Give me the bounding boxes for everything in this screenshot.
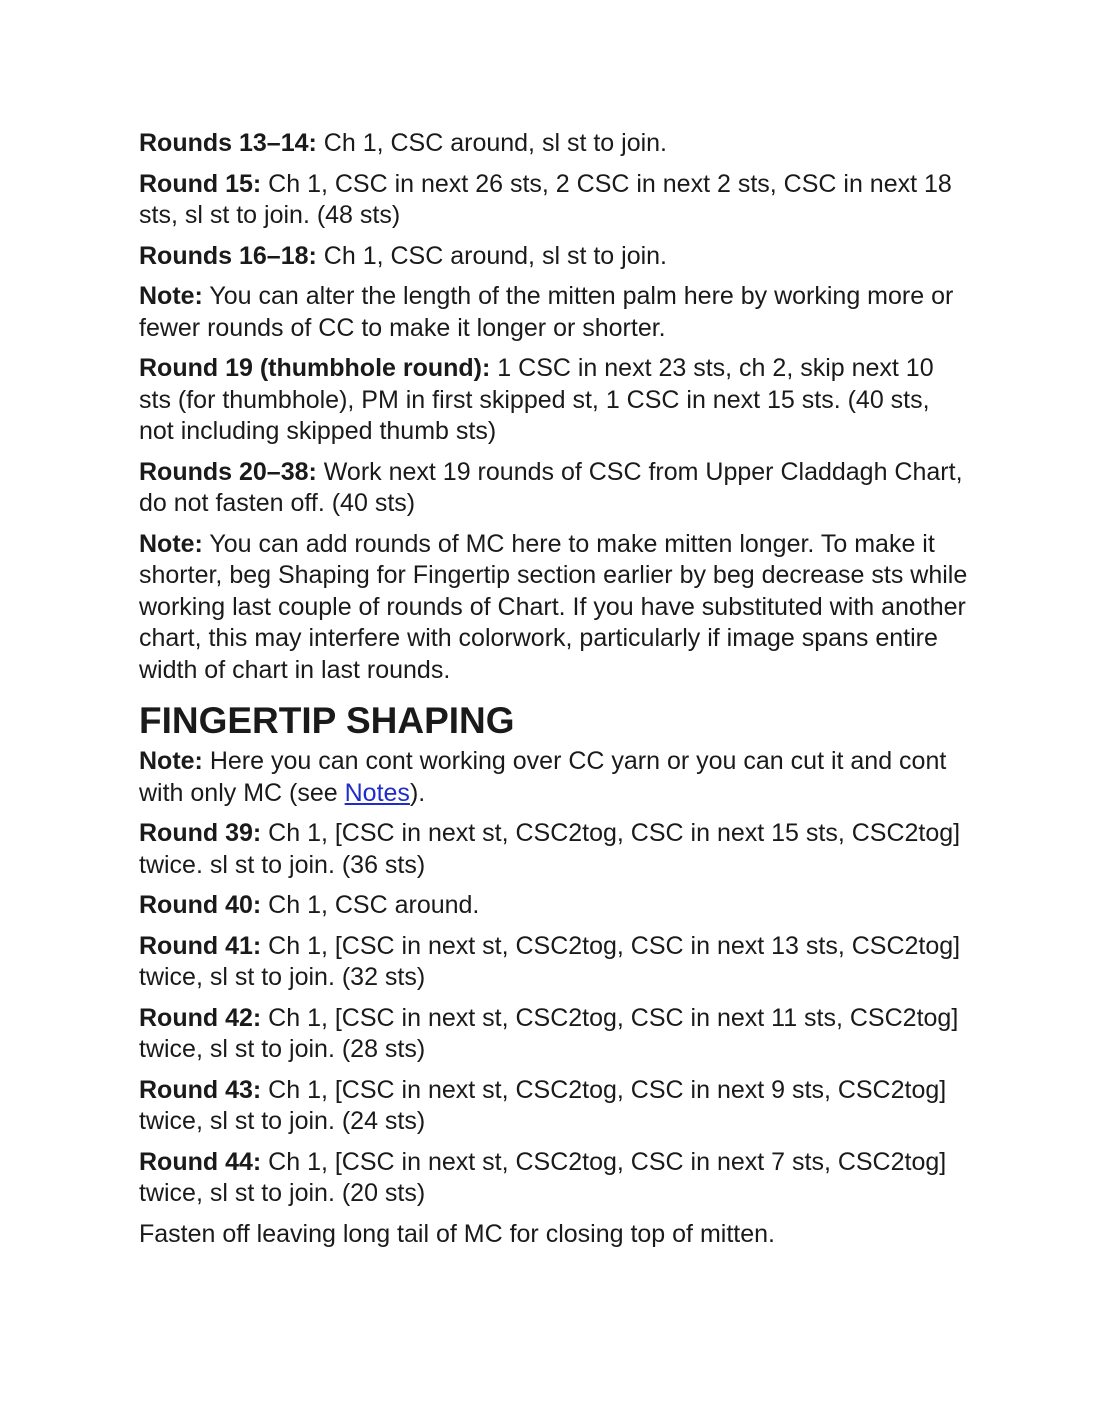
note-text-end: ).	[409, 778, 426, 807]
instruction-label: Rounds 20–38:	[139, 457, 317, 486]
document-page	[139, 128, 969, 1259]
closing-instruction: Fasten off leaving long tail of MC for closing top of mitten.	[139, 1219, 775, 1248]
instruction-label: Round 19 (thumbhole round):	[139, 354, 491, 382]
instruction-text: Ch 1, CSC around.	[261, 891, 480, 919]
instruction-label: Rounds 13–14:	[139, 129, 317, 157]
instruction-text: Ch 1, CSC around, sl st to join.	[316, 241, 668, 270]
instruction-text: Ch 1, CSC in next 26 sts, 2 CSC in next 2 sts, CSC in next 18 sts, sl st to join. (48 sts)	[139, 169, 952, 229]
instruction-label: Round 42:	[139, 1003, 262, 1032]
instruction-round-19	[139, 353, 969, 448]
note-mitten-length	[139, 529, 969, 687]
instruction-text: Work next 19 rounds of CSC from Upper Claddagh Chart, do not fasten off. (40 sts)	[139, 457, 963, 517]
instruction-round-15	[139, 169, 969, 232]
instruction-label: Rounds 16–18:	[139, 241, 317, 270]
section-heading: FINGERTIP SHAPING	[139, 700, 515, 741]
instruction-rounds-13-14	[139, 128, 969, 160]
note-fingertip-yarn	[139, 746, 969, 809]
instruction-text: Ch 1, [CSC in next st, CSC2tog, CSC in next 15 sts, CSC2tog] twice. sl st to join. (36 sts)	[139, 819, 961, 879]
instruction-label: Round 44:	[139, 1147, 262, 1176]
instruction-round-39	[139, 818, 969, 881]
instruction-round-41	[139, 931, 969, 994]
note-text: You can add rounds of MC here to make mitten longer. To make it shorter, beg Shaping for Fingertip section earlier by beg decrease sts while working last couple of rounds of Chart. If you have substituted with another chart, this may interfere with colorwork, particularly if image spans entire width of chart in last rounds.	[139, 529, 968, 684]
instruction-round-42	[139, 1003, 969, 1066]
note-label: Note:	[139, 529, 203, 558]
instruction-round-43	[139, 1075, 969, 1138]
instruction-round-44	[139, 1147, 969, 1210]
instruction-label: Round 15:	[139, 169, 262, 198]
instruction-rounds-20-38	[139, 457, 969, 520]
instruction-text: Ch 1, [CSC in next st, CSC2tog, CSC in next 9 sts, CSC2tog] twice, sl st to join. (24 sts)	[139, 1075, 947, 1135]
instruction-text: Ch 1, CSC around, sl st to join.	[316, 129, 668, 157]
instruction-text: Ch 1, [CSC in next st, CSC2tog, CSC in next 11 sts, CSC2tog] twice, sl st to join. (28 sts)	[139, 1003, 959, 1063]
instruction-text: Ch 1, [CSC in next st, CSC2tog, CSC in next 13 sts, CSC2tog] twice, sl st to join. (32 sts)	[139, 931, 961, 991]
instruction-label: Round 40:	[139, 891, 262, 919]
notes-link[interactable]: Notes	[344, 778, 410, 807]
instruction-text: 1 CSC in next 23 sts, ch 2, skip next 10 sts (for thumbhole), PM in first skipped st, 1 CSC in next 15 sts. (40 sts, not including skipped thumb sts)	[139, 354, 934, 445]
instruction-text: Ch 1, [CSC in next st, CSC2tog, CSC in next 7 sts, CSC2tog] twice, sl st to join. (20 sts)	[139, 1147, 947, 1207]
note-label: Note:	[139, 747, 203, 775]
note-label: Note:	[139, 282, 203, 310]
instruction-label: Round 43:	[139, 1075, 262, 1104]
note-text: Here you can cont working over CC yarn or you can cut it and cont with only MC (see	[139, 747, 947, 807]
instruction-label: Round 41:	[139, 931, 262, 960]
note-palm-length	[139, 281, 969, 344]
instruction-rounds-16-18	[139, 241, 969, 273]
note-text: You can alter the length of the mitten palm here by working more or fewer rounds of CC to make it longer or shorter.	[139, 282, 954, 342]
instruction-label: Round 39:	[139, 819, 262, 847]
instruction-round-40	[139, 890, 969, 922]
